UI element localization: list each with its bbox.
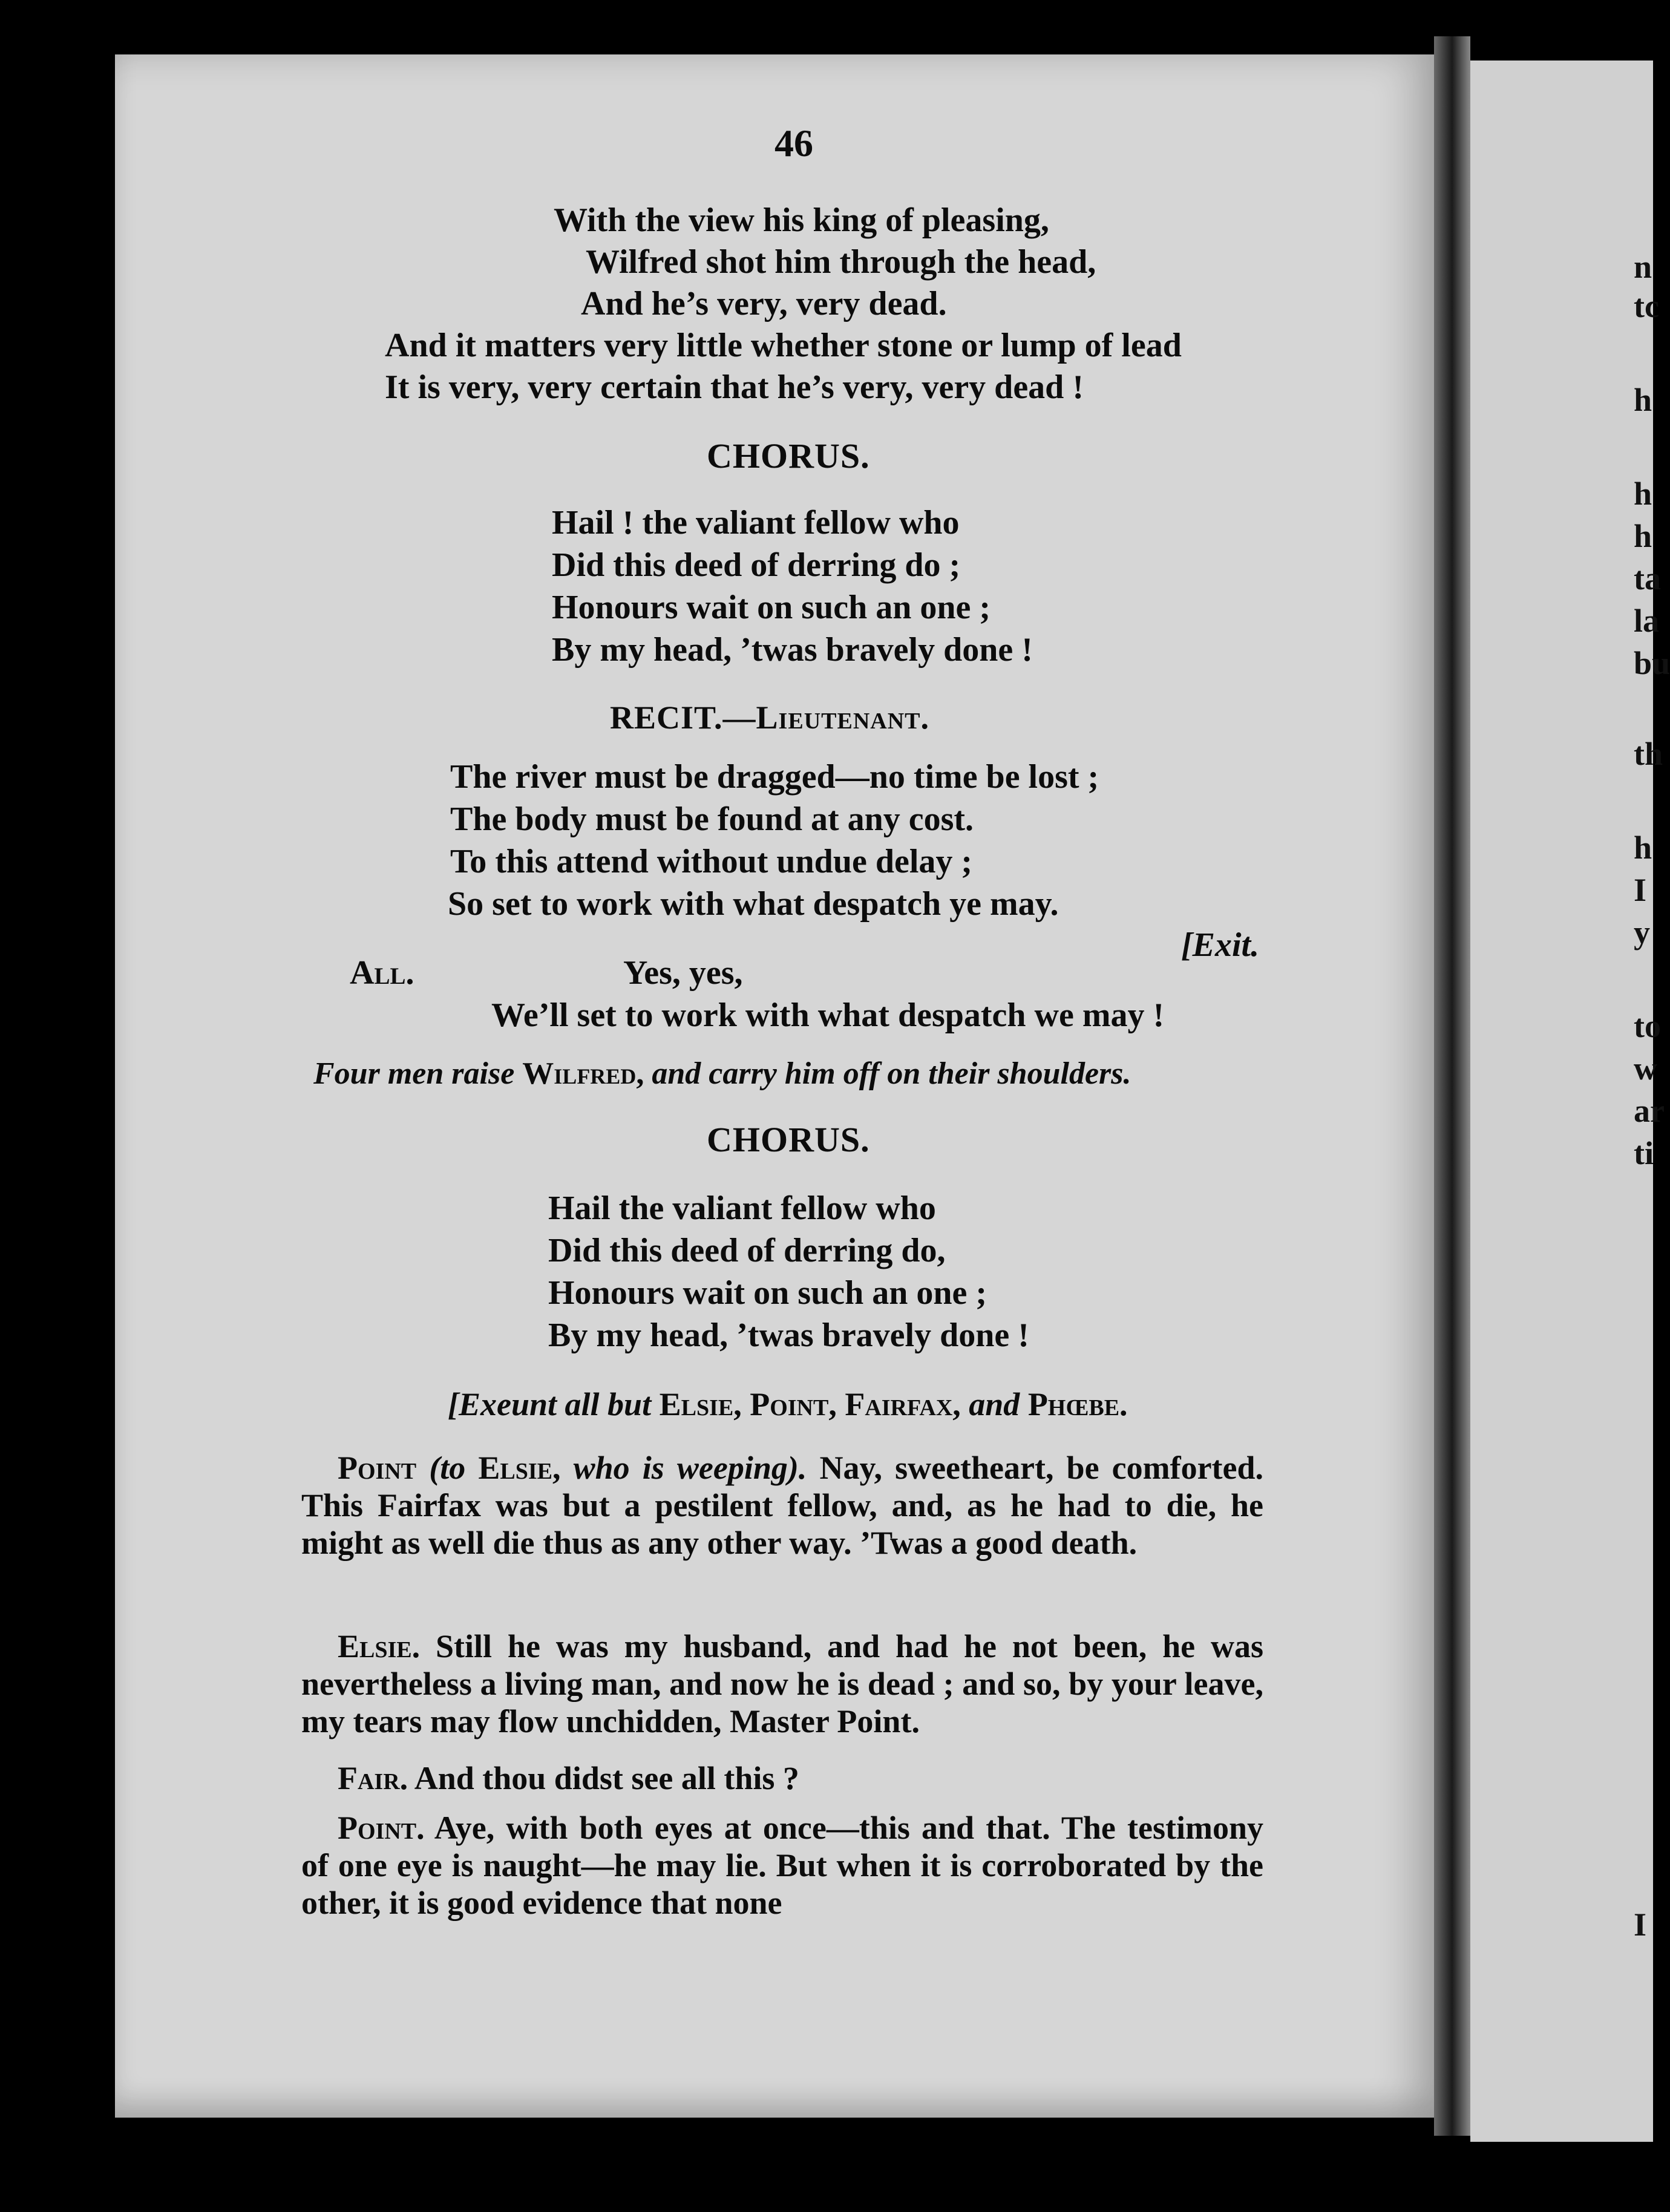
chorus-line: Honours wait on such an one ; — [548, 1274, 987, 1312]
facing-page-fragment: to — [1634, 1008, 1661, 1044]
stage-direction-text: who is weeping). — [573, 1450, 807, 1486]
speaker-name: Fair. — [338, 1760, 408, 1796]
chorus-heading: CHORUS. — [707, 1120, 870, 1159]
facing-page-fragment: y — [1634, 914, 1650, 951]
stage-direction-text: and carry him off on their shoulders. — [652, 1056, 1131, 1091]
stage-direction-name: Wilfred, — [522, 1056, 644, 1091]
recit-line: The river must be dragged—no time be lost ; — [450, 758, 1099, 796]
all-line: Yes, yes, — [623, 954, 743, 992]
stage-direction-name: Elsie, — [478, 1450, 561, 1486]
book-gutter — [1434, 36, 1470, 2136]
stage-direction-text: Four men raise — [313, 1056, 515, 1091]
facing-page-fragment: ar — [1634, 1093, 1665, 1129]
verse-line: And it matters very little whether stone or lump of lead — [385, 327, 1182, 364]
stage-direction-text: (to — [429, 1450, 466, 1486]
recit-line: So set to work with what despatch ye may. — [448, 885, 1059, 923]
facing-page-fragment: bu — [1634, 645, 1670, 681]
exeunt-direction — [448, 1386, 1128, 1423]
stage-direction — [313, 1056, 1131, 1091]
chorus-line: Did this deed of derring do ; — [552, 546, 961, 584]
dialogue-point-2 — [301, 1809, 1263, 1922]
facing-page-fragment: la — [1634, 603, 1660, 639]
chorus-line: Hail the valiant fellow who — [548, 1189, 936, 1227]
chorus-line: Hail ! the valiant fellow who — [552, 504, 960, 542]
verse-line: With the view his king of pleasing, — [554, 201, 1049, 239]
exeunt-names: Elsie, Point, Fairfax, — [659, 1386, 961, 1422]
facing-page-fragment: I — [1634, 872, 1647, 908]
recit-line: The body must be found at any cost. — [450, 800, 974, 838]
verse-line: It is very, very certain that he’s very, very dead ! — [385, 368, 1084, 406]
recit-heading: RECIT.—Lieutenant. — [610, 699, 929, 736]
chorus-heading: CHORUS. — [707, 436, 870, 476]
dialogue-text: Aye, with both eyes at once—this and that. The testimony of one eye is naught—he may lie. But when it is corroborated by the other, it is good evidence that none — [301, 1810, 1263, 1921]
verse-line: And he’s very, very dead. — [581, 285, 947, 322]
recit-line: To this attend without undue delay ; — [450, 843, 973, 880]
chorus-line: By my head, ’twas bravely done ! — [552, 631, 1033, 669]
speaker-name: Point. — [338, 1810, 425, 1846]
facing-page-fragment: h — [1634, 518, 1652, 554]
facing-page-fragment: ti — [1634, 1135, 1654, 1171]
exeunt-text: and — [969, 1386, 1020, 1422]
facing-page-fragment: h — [1634, 382, 1652, 418]
chorus-line: By my head, ’twas bravely done ! — [548, 1317, 1029, 1354]
facing-page-fragment: h — [1634, 830, 1652, 866]
facing-page-fragment: h — [1634, 476, 1652, 512]
speaker-name: Elsie. — [338, 1628, 421, 1664]
exeunt-names: Phœbe. — [1027, 1386, 1128, 1422]
facing-page-fragment: I — [1634, 1906, 1647, 1943]
page-number: 46 — [774, 122, 813, 165]
speaker-all: All. — [350, 954, 414, 992]
facing-page-fragment: th — [1634, 736, 1663, 772]
dialogue-text: And thou didst see all this ? — [414, 1760, 799, 1796]
facing-page-fragment: n — [1634, 249, 1652, 285]
dialogue-point-1 — [301, 1449, 1263, 1562]
verse-line: Wilfred shot him through the head, — [586, 243, 1096, 281]
dialogue-text: Nay, sweetheart, be comforted. This Fairfax was but a pestilent fellow, and, as he had to die, he might as well die thus as any other way. ’Twas a good death. — [301, 1450, 1264, 1561]
facing-page-fragment: w — [1634, 1050, 1657, 1087]
speaker-name: Point — [338, 1450, 417, 1486]
exeunt-text: [Exeunt all but — [448, 1386, 652, 1422]
dialogue-text: Still he was my husband, and had he not been, he was nevertheless a living man, and now he is dead ; and so, by your leave, my tears may flow unchidden, Master Point. — [301, 1628, 1263, 1739]
chorus-line: Honours wait on such an one ; — [552, 589, 991, 626]
facing-page-fragment: ta — [1634, 560, 1661, 597]
exit-direction: [Exit. — [1181, 926, 1260, 964]
chorus-line: Did this deed of derring do, — [548, 1232, 946, 1269]
right-page-edge — [1470, 61, 1653, 2142]
dialogue-fair — [301, 1759, 1263, 1797]
all-line: We’ll set to work with what despatch we may ! — [491, 996, 1165, 1034]
dialogue-elsie — [301, 1628, 1263, 1740]
facing-page-fragment: tc — [1634, 288, 1659, 324]
